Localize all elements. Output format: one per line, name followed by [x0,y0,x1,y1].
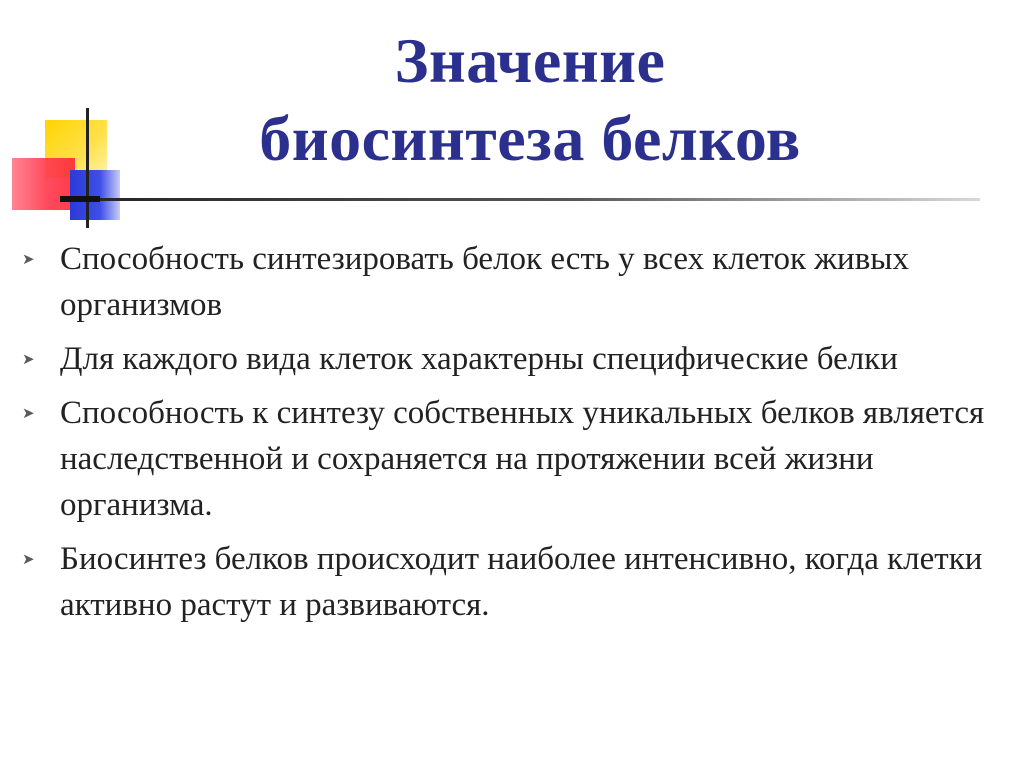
bullet-list [18,236,1008,636]
bullet-item [18,336,1008,382]
slide-title-line-2: биосинтеза белков [259,103,801,174]
bullet-text: Биосинтез белков происходит наиболее интенсивно, когда клетки активно растут и развиваются. [60,541,983,623]
vertical-divider-line [86,108,89,228]
bullet-item [18,536,1008,628]
title-underline-accent [60,196,100,202]
bullet-text: Способность к синтезу собственных уникальных белков является наследственной и сохраняется на протяжении всей жизни организма. [60,395,985,523]
bullet-text: Способность синтезировать белок есть у всех клеток живых организмов [60,241,909,323]
bullet-item [18,236,1008,328]
title-underline [60,198,980,201]
decorative-squares [0,0,160,240]
blue-square-decoration [70,170,120,220]
bullet-text: Для каждого вида клеток характерны специфические белки [60,341,898,377]
chevron-right-icon: ➤ [22,550,35,568]
chevron-right-icon: ➤ [22,250,35,268]
chevron-right-icon: ➤ [22,350,35,368]
bullet-item [18,390,1008,528]
chevron-right-icon: ➤ [22,404,35,422]
slide-title-line-1: Значение [394,25,666,96]
slide-title [170,22,890,178]
red-square-decoration [12,158,75,210]
